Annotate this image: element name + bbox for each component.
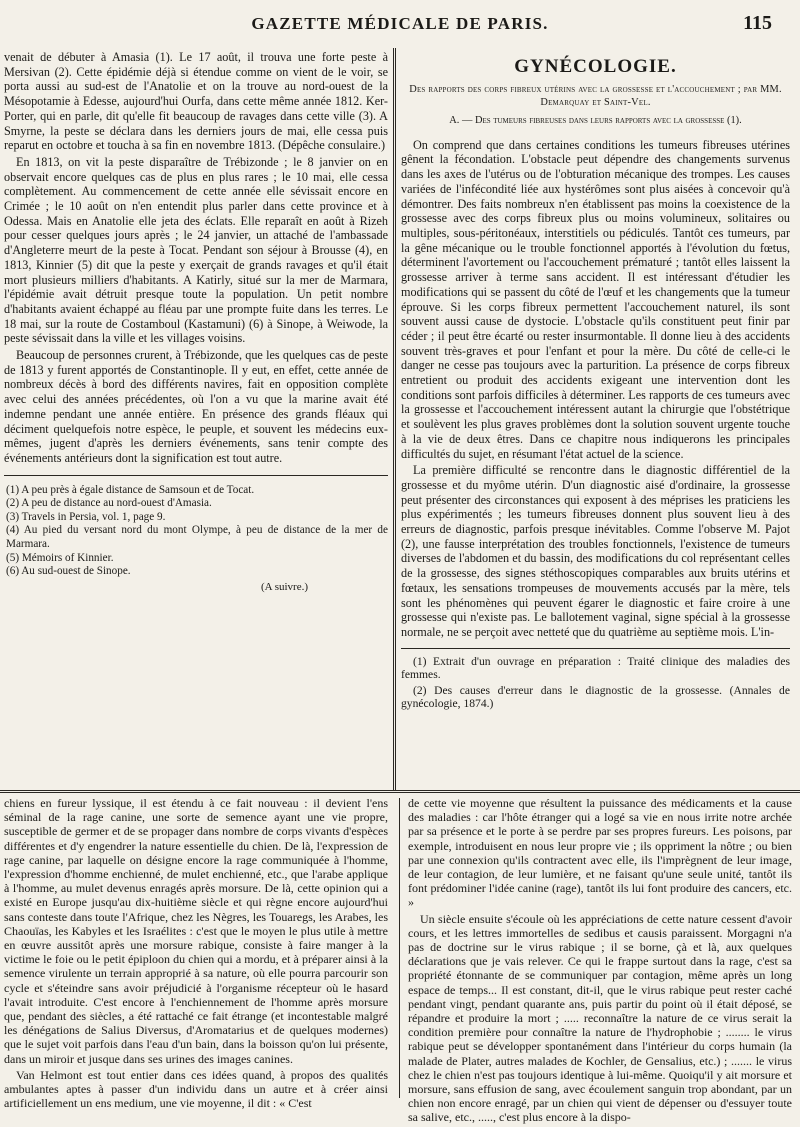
footnote: (1) A peu près à égale distance de Samsoun et de Tocat. — [6, 483, 255, 496]
footnotes — [401, 655, 790, 711]
footnotes — [4, 484, 388, 579]
footnote-separator — [401, 648, 790, 649]
page-number: 115 — [743, 12, 772, 34]
footnote: (6) Au sud-ouest de Sinope. — [6, 565, 131, 578]
paragraph: de cette vie moyenne que résultent la puissance des médicaments et la cause des maladies : car l'hôte étranger qui a logé sa vie en nous irrite notre archée par sa présence et le porte à se perdre par ses propres fureurs. Les poisons, par exemple, introduisent en nous leur propre vie ; ils oppriment la nôtre ; ou bien par une connexion qu'ils contractent avec elle, ils l'imprègnent de leur image, de leur contagion, de leur lumière, et ne faisant qu'une seule unité, tantôt ils font prédominer l'idée canine (rage), tantôt ils lui font produire des cancers, etc. » — [408, 796, 792, 910]
paragraph: venait de débuter à Amasia (1). Le 17 août, il trouva une forte peste à Mersivan (2). Cette épidémie déjà si étendue comme on vient de le voir, se porta aussi au sud-est de l'Anatolie et on la trouve au nord-ouest de la Mésopotamie à Edesse, aujourd'hui Ourfa, dans cette même année 1812. Ker-Porter, qui en parle, dit qu'elle fit beaucoup de ravages dans cette ville (3). A Smyrne, la peste se déclara dans les derniers jours de mai, elle cessa puis reparut en octobre et toucha à sa fin en novembre 1813. (Dépêche consulaire.) — [4, 50, 388, 153]
footnote: (2) A peu de distance au nord-ouest d'Amasia. — [6, 497, 212, 510]
running-header — [0, 14, 800, 42]
column-top-left — [4, 50, 388, 593]
footnote: (3) Travels in Persia, vol. 1, page 9. — [6, 510, 166, 523]
footnote: (5) Mémoirs of Kinnier. — [6, 551, 114, 564]
article-title: Des rapports des corps fibreux utérins avec la grossesse et l'accouchement ; par MM. Demarquay et Saint-Vel. — [409, 84, 782, 108]
paragraph: Un siècle ensuite s'écoule où les appréciations de cette nature cessent d'avoir cours, et les lettres immortelles de sedibus et causis paraissent. Morgagni n'a pas de doctrine sur le virus rabique ; il se borne, çà et là, aux quelques déclarations que je vais relever. Ce qui le frappe surtout dans la rage, c'est sa propriété étonnante de se communiquer par contagion, même après un long espace de temps... Il est constant, dit-il, que le virus rabique peut rester caché pendant vingt, pendant quarante ans, puis partir du point où il était déposé, se répandre et produire la mort ; ..... reconnaître la nature de ce virus serait la condition première pour connaître la nature de l'hydrophobie ; ........ le virus rabique peut se développer spontanément dans l'intérieur du corps humain (la malade de Plater, autres malades de Kochler, de Gensalius, etc.) ; ....... le virus chez le chien n'est pas toujours identique à lui-même. Quoiqu'il y ait morsure et morsure, sans effusion de sang, avec écoulement sanguin trop abondant, par un chien non encore enragé, par un chien qui vient de dépenser ou d'essuyer toute sa salive, etc., ....., c'est plus encore à la dispo- — [408, 911, 792, 1125]
footnote: (1) Extrait d'un ouvrage en préparation : Traité clinique des maladies des femmes. — [401, 654, 790, 682]
column-divider-bottom — [399, 798, 400, 1098]
footnote: (2) Des causes d'erreur dans le diagnostic de la grossesse. (Annales de gynécologie, 1874.) — [401, 683, 790, 710]
paragraph: On comprend que dans certaines conditions les tumeurs fibreuses utérines gênent la fécondation. L'obstacle peut dépendre des changements survenus dans les axes de l'utérus ou de l'obturation mécanique des trompes. Les causes variées de l'infécondité liée aux hystérômes sont plus aisées à concevoir qu'à démontrer. Des faits nombreux n'en établissent pas moins la coexistence de la grossesse avec des corps fibreux plus ou moins volumineux, solitaires ou multiples, sous-péritonéaux, interstitiels ou pédiculés. Tantôt ces tumeurs, par la gêne mécanique ou le trouble fonctionnel apportés à l'évolution du fœtus, déterminent l'avortement ou l'accouchement prématuré ; tantôt elles laissent la grossesse arriver à terme sans accident. Il est intéressant d'étudier les modifications qui se passent du côté de l'œuf et les changements que la tumeur éprouve. Si les corps fibreux permettent l'accouchement naturel, ils sont souvent aussi cause de dystocie. L'obstacle qu'ils constituent peut finir par céder ; il peut être écarté ou rester insurmontable. Il donne lieu à des accidents souvent très-graves et pour l'enfant et pour la mère. Du côté de celle-ci le danger ne cesse pas toujours avec la parturition. La présence de corps fibreux entretient ou produit des accidents exigeant une intervention dont les conditions sont parfois difficiles à déterminer. Les rapports de ces tumeurs avec la grossesse et l'accouchement intéressent autant la chirurgie que l'obstétrique et soulèvent les plus graves problèmes dont la solution souvent urgente touche à la vie de deux êtres. Dans ce chapitre nous indiquerons les principales difficultés du sujet, en résumant l'état actuel de la science. — [401, 137, 790, 461]
paragraph: Beaucoup de personnes crurent, à Trébizonde, que les quelques cas de peste de 1813 y furent apportés de Constantinople. Il y eut, en effet, cette année de nombreux décès à bord des différents navires, fait en opposition complète avec celui des années précédentes, où l'on a vu que la marine avait été indemne pendant une année entière. En présence des grands fléaux qui déciment quelquefois notre espèce, le peuple, et souvent les médecins eux-mêmes, jugent d'après les derniers événements, sans tenir compte des événements antérieurs dont la signification est tout autre. — [4, 348, 388, 465]
to-be-continued: (A suivre.) — [260, 580, 308, 593]
section-divider — [0, 790, 800, 793]
footnote: (4) Au pied du versant nord du mont Olympe, à peu de distance de la mer de Marmara. — [6, 524, 388, 551]
paragraph: Van Helmont est tout entier dans ces idées quand, à propos des qualités ambulantes aptes à passer d'un individu dans un autre et à créer ainsi artificiellement un ens medium, une vie moyenne, il dit : « C'est — [4, 1067, 388, 1111]
article-subheading: A. — Des tumeurs fibreuses dans leurs rapports avec la grossesse (1). — [449, 115, 742, 127]
column-bottom-right — [408, 796, 792, 1127]
paragraph: chiens en fureur lyssique, il est étendu à ce fait nouveau : il devient l'ens séminal de la rage canine, une sorte de semence ayant une vie propre, susceptible de germer et de se propager dans nombre de corps vivants d'espèces différentes et d'y engendrer la nature essentielle du chien. De là, l'expression de rage canine, par laquelle on désigne encore la rage communiquée à l'homme, l'expression d'homme enchienné, de mulet enchienné, etc., que l'arabe applique à l'homme, au mulet devenus enragés après morsure. De là, cette opinion qui a existé en Europe jusqu'au dix-huitième siècle et qui règne encore aujourd'hui sans conteste dans toute l'Afrique, chez les Nègres, les Touaregs, les Arabes, les Chaouïas, les Kabyles et les Israélites : c'est que le moyen le plus utile à mettre en œuvre aussitôt après une morsure rabique, consiste à faire manger à la victime le foie ou le petit épiploon du chien qui a mordu, et à préparer ainsi à la semence virulente un terrain approprié à sa nature, où elle pourra parcourir son cycle et s'éteindre sans avoir préjudicié à l'organisme récepteur où le hasard l'avait introduite. C'est encore à l'enchiennement de l'homme après morsure que, pendant des siècles, a été rattaché ce fait étrange (et incontestable malgré les dénégations de Salius Diversus, d'Aromatarius et de quelques modernes) que le sujet voit parfois dans l'eau d'un bain, dans la boisson qu'on lui présente, dans un miroir et jusque dans ses urines des images canines. — [4, 796, 388, 1066]
paragraph: La première difficulté se rencontre dans le diagnostic différentiel de la grossesse et du myôme utérin. D'un diagnostic aisé d'ordinaire, la grossesse peut présenter des circonstances qui exposent à des méprises les praticiens les plus expérimentés ; les tumeurs fibreuses donnent plus souvent lieu à des erreurs de diagnostic, parfois presque inévitables. Comme l'observe M. Pajot (2), une fausse interprétation des troubles fonctionnels, l'existence de tumeurs diverses de l'abdomen et du bassin, des modifications du col représentant celles de la grossesse, des signes stéthoscopiques comparables aux bruits utérins et fœtaux, les sensations trompeuses de mouvements accusés par la mère, tels sont les phénomènes qui peuvent égarer le diagnostic et faire croire à une grossesse qui n'existe pas. Le ballotement vaginal, signe spécial à la grossesse normale, ne se perçoit avec netteté que du quatrième au septième mois. L'in- — [401, 463, 790, 639]
paragraph: En 1813, on vit la peste disparaître de Trébizonde ; le 8 janvier on en observait encore quelques cas de plus en plus rares ; le 10 mai, elle cessa complètement. Au commencement de cette année elle sévissait encore en Crimée ; le 10 août on n'en entendit plus parler dans cette province et à Odessa. Mais en Anatolie elle jeta des éclats. Elle reparaît en août à Rizeh pour cesser quelques jours après ; le 24 janvier, un attaché de l'ambassade d'Angleterre meurt de la peste à Tocat. Pendant son séjour à Brousse (4), en 1813, Kinnier (5) dit que la peste y exerçait de grands ravages et qu'il était mort plusieurs milliers d'habitants. A Katirly, situé sur la mer de Marmara, l'épidémie avait détruit presque toute la population. Un petit nombre d'habitants avaient échappé au fléau par une prompte fuite dans les terres. Le 18 mai, sur la route de Costamboul (Kastamuni) (6) à Sinope, à Weiwode, la peste sévissait dans la ville et les villages voisins. — [4, 154, 388, 346]
section-title: GYNÉCOLOGIE. — [514, 56, 677, 77]
footnote-separator — [4, 475, 388, 476]
column-bottom-left — [4, 796, 388, 1112]
column-divider-top — [393, 48, 396, 790]
publication-title: GAZETTE MÉDICALE DE PARIS. — [251, 14, 549, 33]
column-top-right — [401, 50, 790, 712]
